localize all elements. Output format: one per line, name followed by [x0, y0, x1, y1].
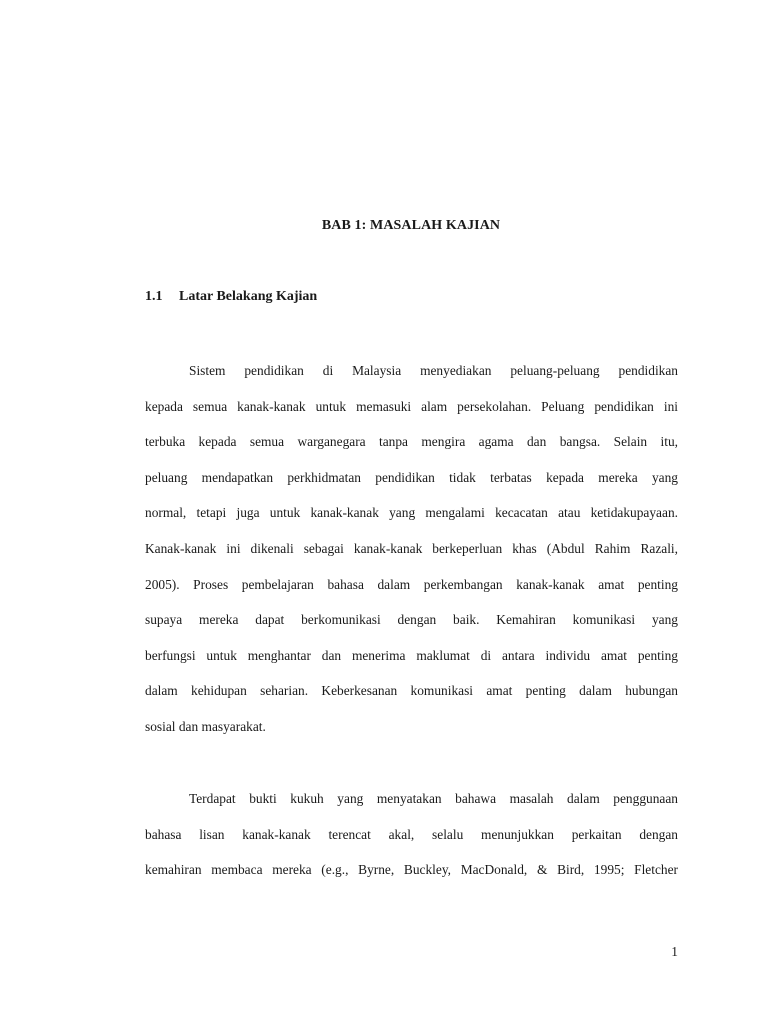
paragraph-line: berfungsi untuk menghantar dan menerima maklumat di antara individu amat penting — [145, 647, 678, 663]
section-title: Latar Belakang Kajian — [179, 289, 318, 304]
paragraph-line: Terdapat bukti kukuh yang menyatakan bahawa masalah dalam penggunaan — [189, 791, 678, 806]
paragraph-line: Kanak-kanak ini dikenali sebagai kanak-kanak berkeperluan khas (Abdul Rahim Razali, — [145, 540, 678, 556]
chapter-title: BAB 1: MASALAH KAJIAN — [321, 218, 501, 233]
paragraph-line: 2005). Proses pembelajaran bahasa dalam perkembangan kanak-kanak amat penting — [145, 576, 678, 592]
page-number: 1 — [671, 944, 678, 959]
paragraph-background-1 — [145, 362, 678, 754]
paragraph-line: normal, tetapi juga untuk kanak-kanak yang mengalami kecacatan atau ketidakupayaan. — [145, 505, 678, 521]
section-heading — [145, 289, 317, 305]
paragraph-line: Sistem pendidikan di Malaysia menyediakan peluang-peluang pendidikan — [189, 363, 678, 378]
paragraph-line: kemahiran membaca mereka (e.g., Byrne, Buckley, MacDonald, & Bird, 1995; Fletcher — [145, 862, 678, 878]
paragraph-line: peluang mendapatkan perkhidmatan pendidikan tidak terbatas kepada mereka yang — [145, 469, 678, 485]
paragraph-line: dalam kehidupan seharian. Keberkesanan komunikasi amat penting dalam hubungan — [145, 683, 678, 699]
paragraph-background-2 — [145, 790, 678, 897]
paragraph-line: supaya mereka dapat berkomunikasi dengan baik. Kemahiran komunikasi yang — [145, 612, 678, 628]
section-number: 1.1 — [145, 289, 163, 304]
paragraph-line: sosial dan masyarakat. — [145, 718, 266, 734]
paragraph-line: kepada semua kanak-kanak untuk memasuki alam persekolahan. Peluang pendidikan ini — [145, 398, 678, 414]
paragraph-line: terbuka kepada semua warganegara tanpa mengira agama dan bangsa. Selain itu, — [145, 434, 678, 450]
paragraph-line: bahasa lisan kanak-kanak terencat akal, selalu menunjukkan perkaitan dengan — [145, 826, 678, 842]
